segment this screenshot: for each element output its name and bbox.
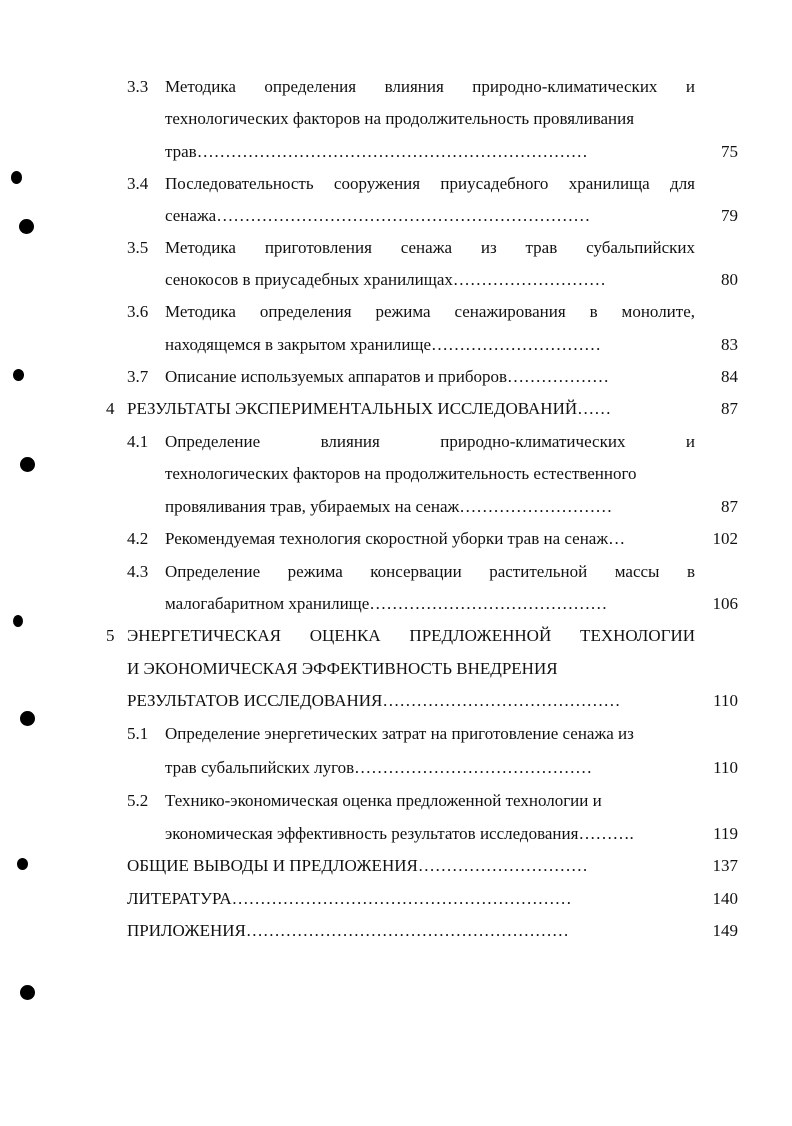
entry-title-leader: Рекомендуемая технология скоростной уборки трав на сенаж… [165, 529, 626, 548]
entry-title: Определение влияния природно-климатических и [165, 432, 695, 451]
binding-hole [13, 615, 23, 627]
binding-hole [20, 457, 35, 472]
section-number: 3.5 [127, 238, 149, 257]
section-number: 4.1 [127, 432, 149, 451]
page-number: 149 [712, 921, 738, 940]
entry-title-leader: малогабаритном хранилище…………………………………… [165, 594, 608, 613]
section-number: 4.3 [127, 562, 149, 581]
entry-title: технологических факторов на продолжительность естественного [165, 464, 637, 483]
entry-title: Последовательность сооружения приусадебного хранилища для [165, 174, 695, 193]
entry-title-leader: находящемся в закрытом хранилище………………………… [165, 335, 602, 354]
section-number: 5.1 [127, 724, 149, 743]
page-number: 110 [713, 691, 738, 710]
page-number: 87 [721, 497, 738, 516]
binding-hole [13, 369, 24, 381]
chapter-title: ЭНЕРГЕТИЧЕСКАЯ ОЦЕНКА ПРЕДЛОЖЕННОЙ ТЕХНОЛОГИИ [127, 626, 695, 645]
chapter-number: 5 [106, 626, 115, 645]
page-number: 87 [721, 399, 738, 418]
entry-title-leader: трав…………………………………………………………… [165, 142, 588, 161]
entry-title: технологических факторов на продолжительность провяливания [165, 109, 635, 128]
page-number: 84 [721, 367, 738, 386]
entry-title-leader: Описание используемых аппаратов и приборов……………… [165, 367, 609, 386]
entry-title: Методика определения влияния природно-климатических и [165, 77, 695, 96]
entry-title-leader: ЛИТЕРАТУРА…………………………………………………… [127, 889, 572, 908]
entry-title-leader: сенажа………………………………………………………… [165, 206, 591, 225]
binding-hole [20, 711, 35, 726]
binding-hole [19, 219, 34, 234]
entry-title-leader: сенокосов в приусадебных хранилищах……………………… [165, 270, 606, 289]
section-number: 4.2 [127, 529, 149, 548]
chapter-number: 4 [106, 399, 115, 418]
section-number: 3.4 [127, 174, 149, 193]
section-number: 3.3 [127, 77, 149, 96]
entry-title-leader: ПРИЛОЖЕНИЯ………………………………………………… [127, 921, 569, 940]
entry-title-leader: трав субальпийских лугов…………………………………… [165, 758, 593, 777]
page-number: 140 [712, 889, 738, 908]
binding-hole [17, 858, 28, 870]
chapter-title: И ЭКОНОМИЧЕСКАЯ ЭФФЕКТИВНОСТЬ ВНЕДРЕНИЯ [127, 659, 558, 678]
entry-title: Технико-экономическая оценка предложенной технологии и [165, 791, 602, 810]
entry-title-leader: экономическая эффективность результатов исследования………. [165, 824, 634, 843]
section-number: 3.6 [127, 302, 149, 321]
entry-title-leader: провяливания трав, убираемых на сенаж……………………… [165, 497, 613, 516]
page-number: 137 [712, 856, 738, 875]
page-number: 83 [721, 335, 738, 354]
page-number: 79 [721, 206, 738, 225]
page-number: 102 [712, 529, 738, 548]
entry-title-leader: ОБЩИЕ ВЫВОДЫ И ПРЕДЛОЖЕНИЯ………………………… [127, 856, 588, 875]
page-number: 75 [721, 142, 738, 161]
binding-hole [11, 171, 22, 184]
page-number: 119 [713, 824, 738, 843]
binding-hole [20, 985, 35, 1000]
section-number: 5.2 [127, 791, 149, 810]
chapter-title: РЕЗУЛЬТАТЫ ЭКСПЕРИМЕНТАЛЬНЫХ ИССЛЕДОВАНИЙ…… [127, 399, 612, 418]
entry-title: Определение режима консервации растительной массы в [165, 562, 695, 581]
entry-title: Методика приготовления сенажа из трав субальпийских [165, 238, 695, 257]
page-number: 80 [721, 270, 738, 289]
page-number: 110 [713, 758, 738, 777]
page-number: 106 [712, 594, 738, 613]
entry-title: Определение энергетических затрат на приготовление сенажа из [165, 724, 634, 743]
section-number: 3.7 [127, 367, 149, 386]
chapter-title-leader: РЕЗУЛЬТАТОВ ИССЛЕДОВАНИЯ…………………………………… [127, 691, 621, 710]
entry-title: Методика определения режима сенажирования в монолите, [165, 302, 695, 321]
